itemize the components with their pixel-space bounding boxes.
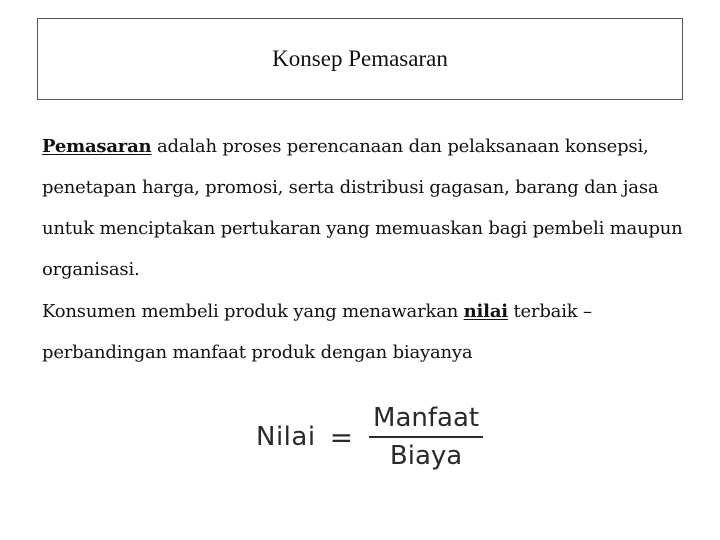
formula-fraction [369, 403, 483, 471]
title-box [37, 18, 683, 100]
formula-left-side: Nilai [256, 422, 316, 452]
fraction-bar [369, 436, 483, 438]
value-text-before: Konsumen membeli produk yang menawarkan [42, 301, 464, 322]
value-text-after: terbaik – perbandingan manfaat produk dengan biayanya [42, 301, 592, 363]
term-pemasaran: Pemasaran [42, 136, 152, 157]
value-formula [256, 402, 483, 472]
term-nilai: nilai [463, 301, 508, 322]
formula-equals-sign: = [329, 420, 354, 454]
definition-text: adalah proses perencanaan dan pelaksanaan konsepsi, penetapan harga, promosi, serta distribusi gagasan, barang dan jasa untuk menciptakan pertukaran yang memuaskan bagi pembeli maupun organisasi. [42, 136, 683, 280]
definition-paragraph [42, 126, 692, 290]
slide-title: Konsep Pemasaran [272, 46, 448, 71]
formula-numerator: Manfaat [373, 403, 480, 433]
value-paragraph [42, 291, 692, 373]
formula-denominator: Biaya [389, 441, 463, 471]
